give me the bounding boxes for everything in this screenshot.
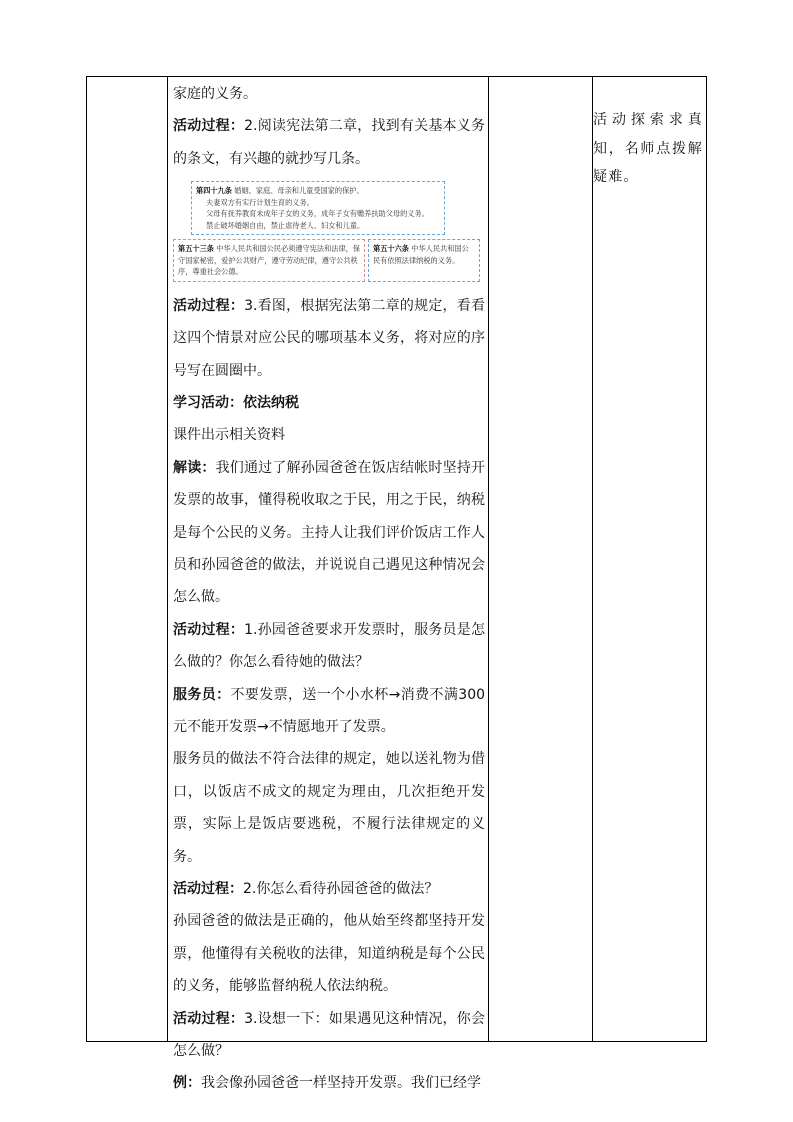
paragraph: 解读：我们通过了解孙园爸爸在饭店结帐时坚持开发票的故事，懂得税收取之于民，用之于民，纳税是每个公民的义务。主持人让我们评价饭店工作人员和孙园爸爸的做法，并说说自己遇见这种情况会怎么做。 — [173, 459, 486, 606]
paragraph: 孙园爸爸的做法是正确的，他从始至终都坚持开发票，他懂得有关税收的法律，知道纳税是每个公民的义务，能够监督纳税人依法纳税。 — [173, 913, 485, 995]
column-divider — [488, 77, 489, 1041]
paragraph: 活动过程：1.孙园爸爸要求开发票时，服务员是怎么做的？你怎么看待她的做法？ — [173, 621, 486, 671]
paragraph: 家庭的义务。 — [173, 86, 257, 102]
article-53-box: 第五十三条 中华人民共和国公民必须遵守宪法和法律，保守国家秘密，爱护公共财产，遵守劳动纪律，遵守公共秩序，尊重社会公德。 — [173, 239, 365, 282]
article-49-box: 第四十九条 婚姻、家庭、母亲和儿童受国家的保护。 夫妻双方有实行计划生育的义务。 父母有抚养教育未成年子女的义务，成年子女有赡养扶助父母的义务。 禁止破坏婚姻自由，禁止虐待老人、妇女和儿童。 — [191, 181, 445, 235]
paragraph: 例：我会像孙园爸爸一样坚持开发票。我们已经学 — [173, 1075, 481, 1092]
paragraph: 活动过程：2.阅读宪法第二章，找到有关基本义务的条文，有兴趣的就抄写几条。 — [173, 118, 486, 167]
paragraph: 活动过程：3.看图，根据宪法第二章的规定，看看这四个情景对应公民的哪项基本义务，将对应的序号写在圆圈中。 — [173, 297, 486, 379]
article-row — [173, 239, 485, 282]
side-note: 活动探索求真知，名师点拨解疑难。 — [593, 112, 703, 185]
paragraph: 服务员的做法不符合法律的规定，她以送礼物为借口，以饭店不成文的规定为理由，几次拒绝开发票，实际上是饭店要逃税，不履行法律规定的义务。 — [173, 751, 485, 865]
section-heading: 学习活动：依法纳税 — [173, 394, 299, 411]
activity-content — [173, 78, 485, 1100]
paragraph: 课件出示相关资料 — [173, 427, 285, 444]
paragraph: 活动过程：2.你怎么看待孙园爸爸的做法？ — [173, 881, 439, 898]
column-divider — [592, 77, 593, 1041]
paragraph: 服务员：不要发票，送一个小水杯→消费不满300元不能开发票→不情愿地开了发票。 — [173, 686, 486, 735]
article-56-box: 第五十六条 中华人民共和国公民有依照法律纳税的义务。 — [368, 239, 480, 282]
column-divider — [167, 77, 168, 1041]
paragraph: 活动过程：3.设想一下：如果遇见这种情况，你会怎么做？ — [173, 1010, 486, 1060]
